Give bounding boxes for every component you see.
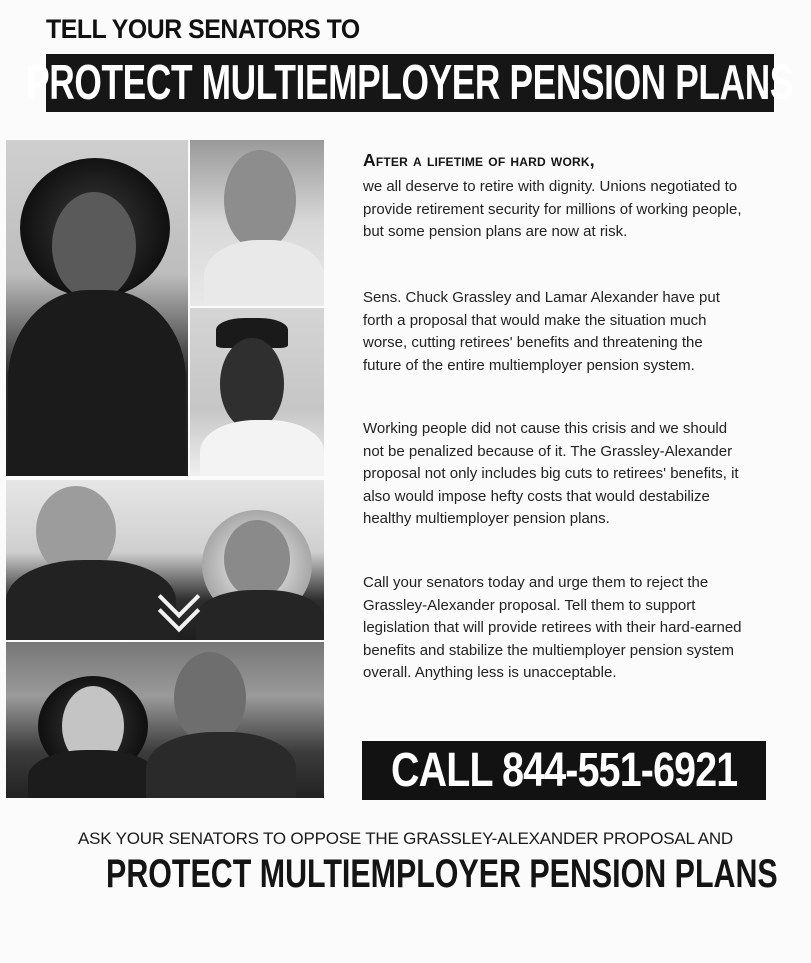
body-headline: After a lifetime of hard work, — [363, 150, 595, 170]
kicker-text: TELL YOUR SENATORS TO — [46, 14, 360, 44]
call-to-action-box — [362, 741, 766, 800]
phone-number: CALL 844-551-6921 — [390, 744, 738, 797]
photo-man-cap — [190, 308, 324, 476]
footer-title: PROTECT MULTIEMPLOYER PENSION PLANS — [106, 852, 778, 896]
photo-couple-workers — [6, 642, 324, 798]
body-paragraph-4: Call your senators today and urge them to reject the Grassley-Alexander proposal. Tell them to support legislation that will provide retirees with their hard-earned benefits and stabilize the multiemployer pension system overall. Anything less is unacceptable. — [363, 574, 742, 681]
body-paragraph-1: we all deserve to retire with dignity. Unions negotiated to provide retirement security for millions of working people, but some pension plans are now at risk. — [363, 178, 742, 240]
photo-man-white-shirt — [190, 140, 324, 306]
title-banner — [26, 54, 794, 112]
body-paragraph-2: Sens. Chuck Grassley and Lamar Alexander have put forth a proposal that would make the situation much worse, cutting retirees' benefits and threatening the future of the entire multiemployer pension system. — [363, 289, 720, 374]
body-paragraph-3: Working people did not cause this crisis and we should not be penalized because of it. The Grassley-Alexander proposal not only includes big cuts to retirees' benefits, it also would impose hefty costs that would destabilize healthy multiemployer pension plans. — [363, 420, 739, 527]
footer-title-wrap — [0, 852, 811, 897]
photo-woman-union-shirt — [6, 140, 188, 476]
photo-couple-older — [6, 480, 324, 640]
banner-title: PROTECT MULTIEMPLOYER PENSION PLANS — [26, 56, 794, 110]
footer-ask: ASK YOUR SENATORS TO OPPOSE THE GRASSLEY-ALEXANDER PROPOSAL AND — [77, 829, 734, 848]
